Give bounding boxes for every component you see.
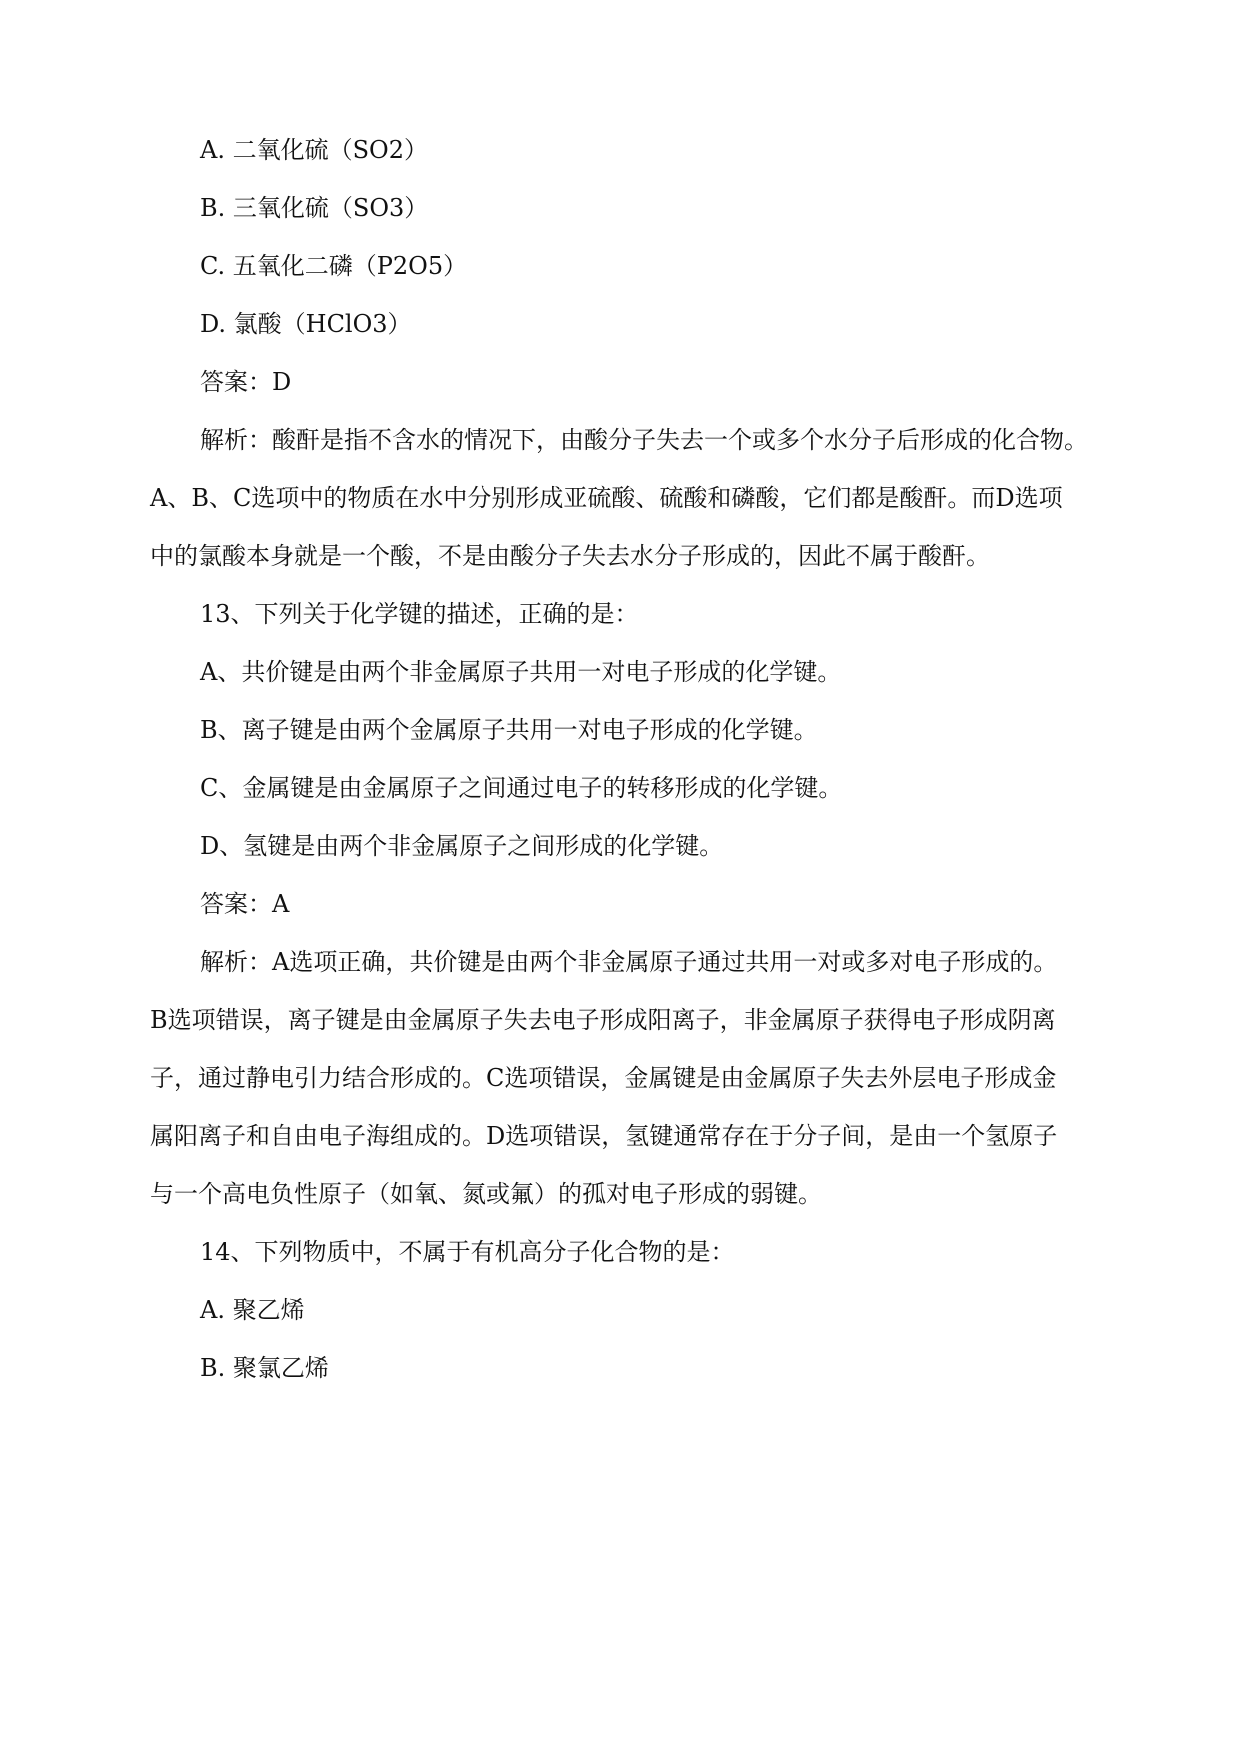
q13-option-b: B、离子键是由两个金属原子共用一对电子形成的化学键。	[200, 716, 818, 744]
q14-option-a: A. 聚乙烯	[200, 1296, 305, 1324]
explanation-q12-line-3: 中的氯酸本身就是一个酸，不是由酸分子失去水分子形成的，因此不属于酸酐。	[150, 542, 990, 570]
explanation-q13-line-2: B选项错误，离子键是由金属原子失去电子形成阳离子，非金属原子获得电子形成阴离	[150, 1006, 1056, 1034]
explanation-q13-line-5: 与一个高电负性原子（如氧、氮或氟）的孤对电子形成的弱键。	[150, 1180, 822, 1208]
q14-option-b: B. 聚氯乙烯	[200, 1354, 329, 1382]
option-a-so2: A. 二氧化硫（SO2）	[200, 136, 428, 164]
answer-q13: 答案：A	[200, 890, 290, 918]
explanation-q13-line-1: 解析：A选项正确，共价键是由两个非金属原子通过共用一对或多对电子形成的。	[200, 948, 1058, 976]
question-14-heading: 14、下列物质中，不属于有机高分子化合物的是：	[200, 1238, 735, 1266]
explanation-q13-line-3: 子，通过静电引力结合形成的。C选项错误，金属键是由金属原子失去外层电子形成金	[150, 1064, 1057, 1092]
option-c-p2o5: C. 五氧化二磷（P2O5）	[200, 252, 468, 280]
explanation-q12-line-2: A、B、C选项中的物质在水中分别形成亚硫酸、硫酸和磷酸，它们都是酸酐。而D选项	[150, 484, 1063, 512]
explanation-q13-line-4: 属阳离子和自由电子海组成的。D选项错误，氢键通常存在于分子间，是由一个氢原子	[150, 1122, 1058, 1150]
question-13-heading: 13、下列关于化学键的描述，正确的是：	[200, 600, 639, 628]
option-d-hclo3: D. 氯酸（HClO3）	[200, 310, 412, 338]
q13-option-a: A、共价键是由两个非金属原子共用一对电子形成的化学键。	[200, 658, 842, 686]
q13-option-d: D、氢键是由两个非金属原子之间形成的化学键。	[200, 832, 724, 860]
q13-option-c: C、金属键是由金属原子之间通过电子的转移形成的化学键。	[200, 774, 843, 802]
option-b-so3: B. 三氧化硫（SO3）	[200, 194, 429, 222]
explanation-q12-line-1: 解析：酸酐是指不含水的情况下，由酸分子失去一个或多个水分子后形成的化合物。	[200, 426, 1088, 454]
answer-q12: 答案：D	[200, 368, 292, 396]
